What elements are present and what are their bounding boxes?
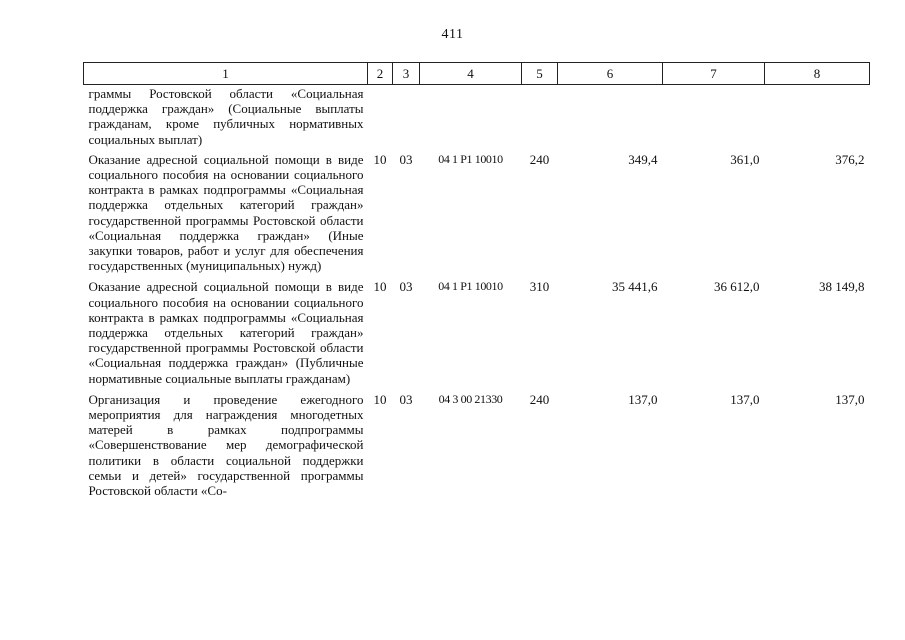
table-row xyxy=(84,147,870,275)
table-row xyxy=(84,274,870,386)
row-subsection: 03 xyxy=(399,391,413,407)
row-target-article: 04 1 P1 10010 xyxy=(438,279,503,294)
header-col-4: 4 xyxy=(420,63,522,85)
row-section: 10 xyxy=(373,279,387,295)
header-col-3: 3 xyxy=(393,63,420,85)
row-subsection: 03 xyxy=(399,279,413,295)
table-row xyxy=(84,387,870,499)
header-col-7: 7 xyxy=(663,63,765,85)
row-amount-col-8: 376,2 xyxy=(835,151,865,167)
row-section xyxy=(368,85,393,147)
row-expense-type: 240 xyxy=(529,151,550,167)
table-row xyxy=(84,85,870,147)
row-amount-col-6: 35 441,6 xyxy=(612,279,658,295)
row-target-article xyxy=(420,85,522,147)
row-expense-type: 310 xyxy=(529,279,550,295)
row-expense-type xyxy=(522,85,558,147)
row-amount-col-7: 137,0 xyxy=(730,391,760,407)
row-description: граммы Ростовской области «Социальная поддержка граждан» (Социальные выплаты гражданам, кроме публичных нормативных социальных выплат) xyxy=(88,86,364,147)
header-col-5: 5 xyxy=(522,63,558,85)
row-section: 10 xyxy=(373,151,387,167)
row-target-article: 04 1 P1 10010 xyxy=(438,151,503,166)
row-amount-col-7: 361,0 xyxy=(730,151,760,167)
row-amount-col-8: 38 149,8 xyxy=(819,279,865,295)
row-amount-col-6 xyxy=(558,85,663,147)
header-row xyxy=(84,63,870,85)
row-amount-col-6: 137,0 xyxy=(628,391,658,407)
row-description: Организация и проведение ежегодного мероприятия для награждения многодетных матерей в рамках подпрограммы «Совершенствование мер демографической политики в области социальной поддержки семьи и детей» государственной программы Ростовской области «Со- xyxy=(88,391,364,499)
row-amount-col-8: 137,0 xyxy=(835,391,865,407)
row-target-article: 04 3 00 21330 xyxy=(438,391,503,406)
row-amount-col-7 xyxy=(663,85,765,147)
row-amount-col-8 xyxy=(765,85,870,147)
row-subsection: 03 xyxy=(399,151,413,167)
row-section: 10 xyxy=(373,391,387,407)
page-number: 411 xyxy=(441,27,464,42)
row-description: Оказание адресной социальной помощи в виде социального пособия на основании социального контракта в рамках подпрограммы «Социальная поддержка отдельных категорий граждан» государственной программы Ростовской области «Социальная поддержка граждан» (Публичные нормативные социальные выплаты гражданам) xyxy=(88,279,364,386)
row-subsection xyxy=(393,85,420,147)
row-expense-type: 240 xyxy=(529,391,550,407)
budget-table xyxy=(83,62,870,499)
row-description: Оказание адресной социальной помощи в виде социального пособия на основании социального контракта в рамках подпрограммы «Социальная поддержка отдельных категорий граждан» государственной программы Ростовской области «Социальная поддержка граждан» (Иные закупки товаров, работ и услуг для обеспечения государственных (муниципальных) нужд) xyxy=(88,151,364,274)
header-col-2: 2 xyxy=(368,63,393,85)
header-col-8: 8 xyxy=(765,63,870,85)
row-amount-col-7: 36 612,0 xyxy=(714,279,760,295)
header-col-1: 1 xyxy=(84,63,368,85)
header-col-6: 6 xyxy=(558,63,663,85)
row-amount-col-6: 349,4 xyxy=(628,151,658,167)
